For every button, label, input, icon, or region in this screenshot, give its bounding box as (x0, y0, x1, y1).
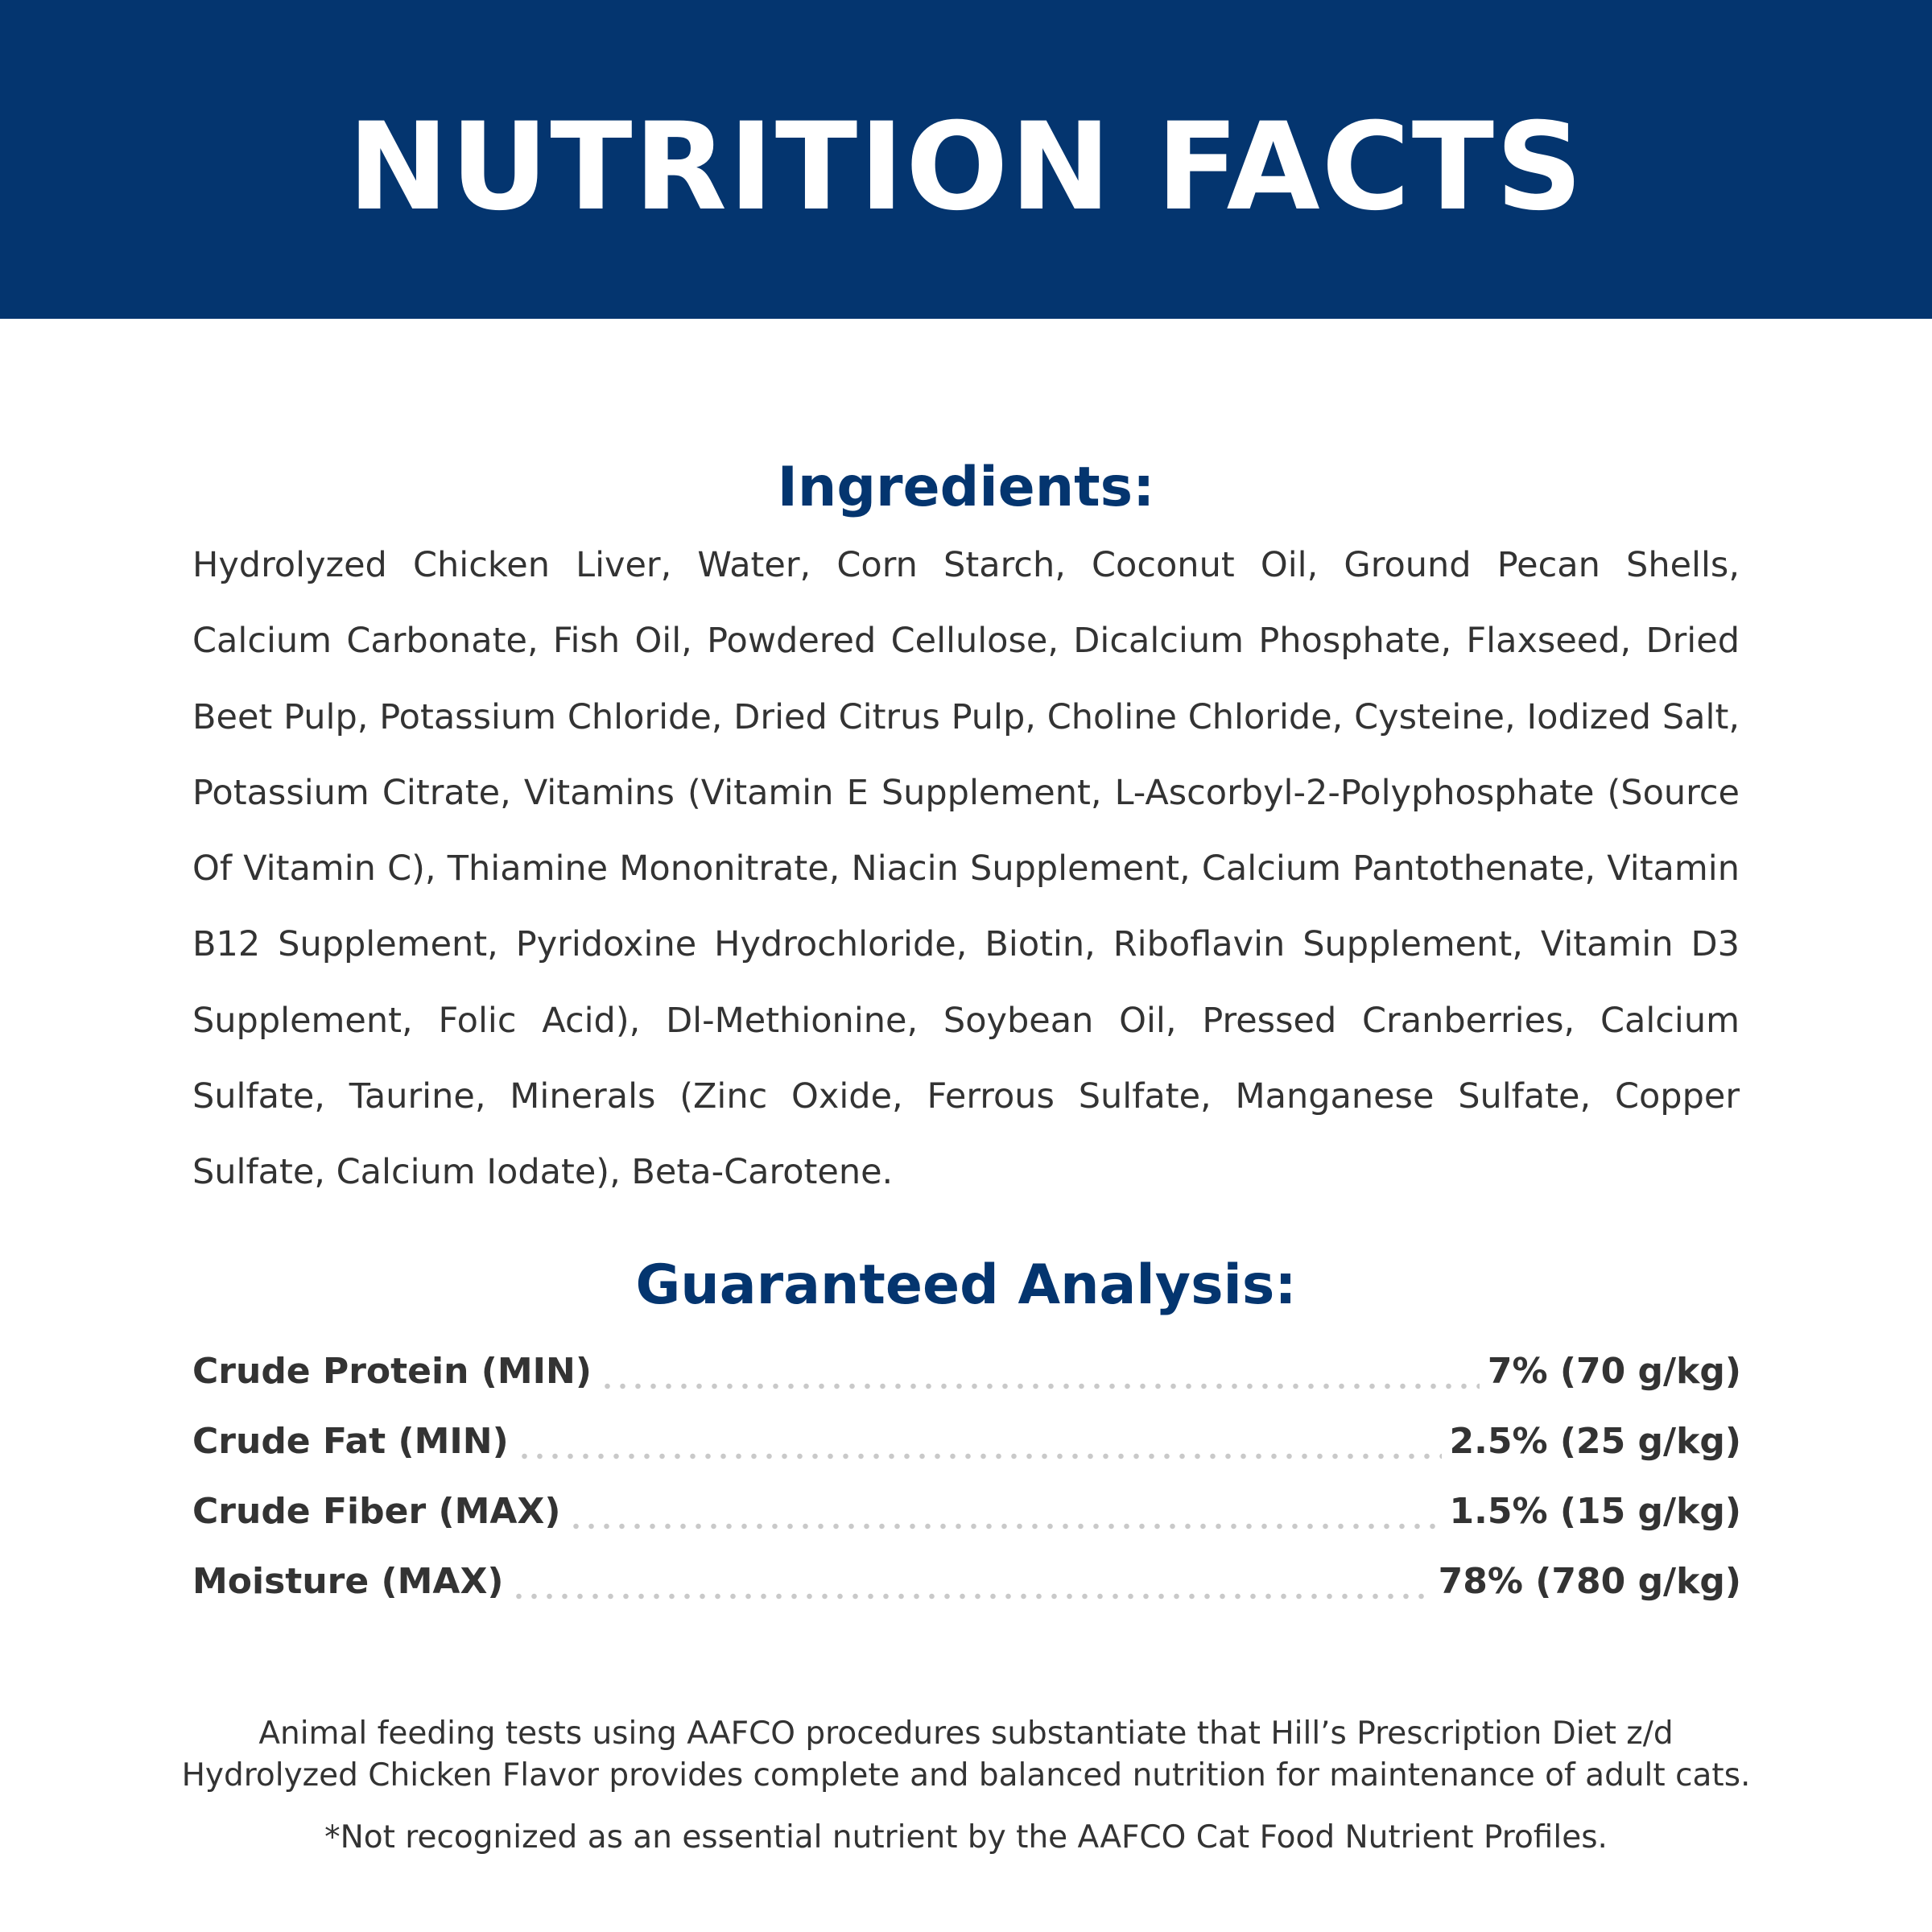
dot-leader (568, 1523, 1441, 1530)
analysis-label: Crude Protein (MIN) (192, 1351, 592, 1392)
header-banner (0, 0, 1932, 319)
analysis-value: 2.5% (25 g/kg) (1449, 1421, 1741, 1462)
guaranteed-analysis-heading: Guaranteed Analysis: (635, 1253, 1297, 1317)
analysis-row-crude-fiber (192, 1476, 1741, 1546)
analysis-row-moisture (192, 1546, 1741, 1616)
analysis-row-crude-protein (192, 1336, 1741, 1406)
feeding-statement (0, 1713, 1932, 1797)
page-title: NUTRITION FACTS (347, 97, 1585, 237)
dot-leader (517, 1453, 1442, 1459)
nutrient-footnote: *Not recognized as an essential nutrient by the AAFCO Cat Food Nutrient Profiles. (324, 1819, 1608, 1856)
dot-leader (511, 1593, 1430, 1600)
analysis-label: Moisture (MAX) (192, 1561, 504, 1602)
ingredients-list: Hydrolyzed Chicken Liver, Water, Corn Starch, Coconut Oil, Ground Pecan Shells, Calcium Carbonate, Fish Oil, Powdered Cellulose, Dicalcium Phosphate, Flaxseed, Dried Beet Pulp, Potassium Chloride, Dried Citrus Pulp, Choline Chloride, Cysteine, Iodized Salt, Potassium Citrate, Vitamins (Vitamin E Supplement, L-Ascorbyl-2-Polyphosphate (Source Of Vitamin C), Thiamine Mononitrate, Niacin Supplement, Calcium Pantothenate, Vitamin B12 Supplement, Pyridoxine Hydrochloride, Biotin, Riboflavin Supplement, Vitamin D3 Supplement, Folic Acid), Dl-Methionine, Soybean Oil, Pressed Cranberries, Calcium Sulfate, Taurine, Minerals (Zinc Oxide, Ferrous Sulfate, Manganese Sulfate, Copper Sulfate, Calcium Iodate), Beta-Carotene. (192, 545, 1740, 1193)
analysis-label: Crude Fat (MIN) (192, 1421, 509, 1462)
analysis-row-crude-fat (192, 1406, 1741, 1476)
dot-leader (600, 1383, 1480, 1389)
guaranteed-analysis-table (192, 1336, 1741, 1616)
analysis-label: Crude Fiber (MAX) (192, 1491, 561, 1532)
feeding-statement-line-2: Hydrolyzed Chicken Flavor provides complete and balanced nutrition for maintenance of adult cats. (181, 1757, 1751, 1794)
analysis-value: 7% (70 g/kg) (1487, 1351, 1741, 1392)
analysis-value: 78% (780 g/kg) (1438, 1561, 1741, 1602)
analysis-value: 1.5% (15 g/kg) (1449, 1491, 1741, 1532)
ingredients-heading: Ingredients: (777, 456, 1155, 519)
feeding-statement-line-1: Animal feeding tests using AAFCO procedures substantiate that Hill’s Prescription Diet z/d (258, 1715, 1674, 1752)
